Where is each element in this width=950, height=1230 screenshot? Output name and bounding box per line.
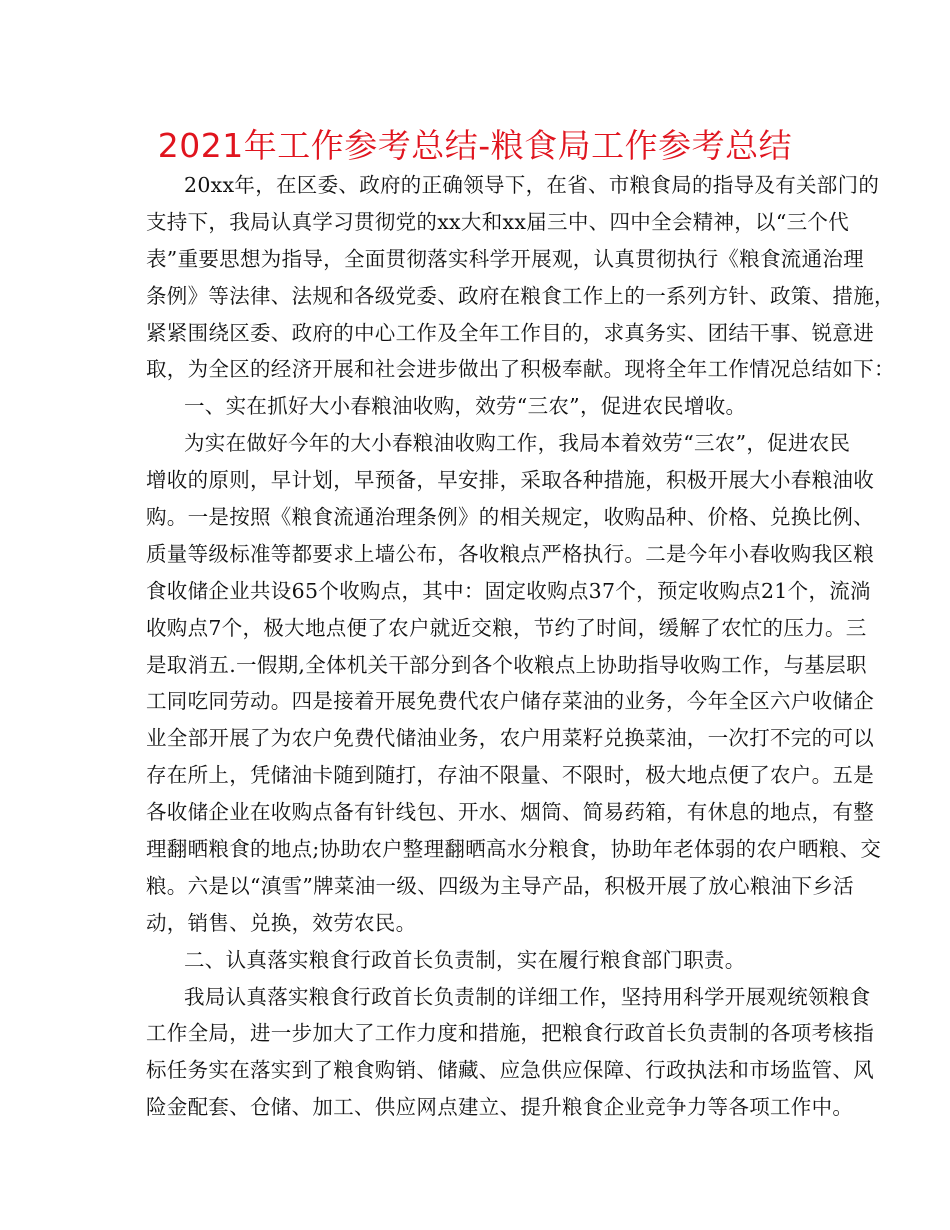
text-line: 条例》等法律、法规和各级党委、政府在粮食工作上的一系列方针、政策、措施， [146,283,895,308]
text-line: 食收储企业共设65个收购点，其中：固定收购点37个，预定收购点21个，流淌 [146,578,871,603]
text-line: 取，为全区的经济开展和社会进步做出了积极奉献。现将全年工作情况总结如下： [146,357,895,382]
document-title: 2021年工作参考总结-粮食局工作参考总结 [157,126,793,165]
text-line: 一、实在抓好大小春粮油收购，效劳“三农”，促进农民增收。 [184,394,747,419]
text-line: 粮。六是以“滇雪”牌菜油一级、四级为主导产品，积极开展了放心粮油下乡活 [146,873,854,898]
document-body [146,167,895,1126]
text-line: 表”重要思想为指导，全面贯彻落实科学开展观，认真贯彻执行《粮食流通治理 [146,246,864,271]
text-line: 存在所上，凭储油卡随到随打，存油不限量、不限时，极大地点便了农户。五是 [146,763,874,788]
text-line: 工同吃同劳动。四是接着开展免费代农户储存菜油的业务，今年全区六户收储企 [146,689,874,714]
text-line: 增收的原则，早计划，早预备，早安排，采取各种措施，积极开展大小春粮油收 [146,468,874,493]
text-line: 业全部开展了为农户免费代储油业务，农户用菜籽兑换菜油，一次打不完的可以 [146,726,874,751]
text-line: 为实在做好今年的大小春粮油收购工作，我局本着效劳“三农”，促进农民 [184,431,851,456]
text-line: 购。一是按照《粮食流通治理条例》的相关规定，收购品种、价格、兑换比例、 [146,505,874,530]
text-line: 各收储企业在收购点备有针线包、开水、烟筒、简易药箱，有休息的地点，有整 [146,800,874,825]
text-line: 收购点7个，极大地点便了农户就近交粮，节约了时间，缓解了农忙的压力。三 [146,615,867,640]
text-line: 我局认真落实粮食行政首长负责制的详细工作，坚持用科学开展观统领粮食 [184,984,871,1009]
text-line: 工作全局，进一步加大了工作力度和措施，把粮食行政首长负责制的各项考核指 [146,1021,874,1046]
text-line: 标任务实在落实到了粮食购销、储藏、应急供应保障、行政执法和市场监管、风 [146,1058,874,1083]
text-line: 20xx年，在区委、政府的正确领导下，在省、市粮食局的指导及有关部门的 [184,173,880,197]
text-line: 质量等级标准等都要求上墙公布，各收粮点严格执行。二是今年小春收购我区粮 [146,541,874,566]
text-line: 险金配套、仓储、加工、供应网点建立、提升粮食企业竞争力等各项工作中。 [146,1095,854,1120]
text-line: 紧紧围绕区委、政府的中心工作及全年工作目的，求真务实、团结干事、锐意进 [146,320,874,345]
text-line: 动，销售、兑换，效劳农民。 [146,910,417,935]
text-line: 支持下，我局认真学习贯彻党的xx大和xx届三中、四中全会精神，以“三个代 [146,209,850,234]
text-line: 二、认真落实粮食行政首长负责制，实在履行粮食部门职责。 [184,947,746,972]
text-line: 是取消五.一假期,全体机关干部分到各个收粮点上协助指导收购工作，与基层职 [146,652,867,677]
text-line: 理翻晒粮食的地点;协助农户整理翻晒高水分粮食，协助年老体弱的农户晒粮、交 [146,837,882,862]
